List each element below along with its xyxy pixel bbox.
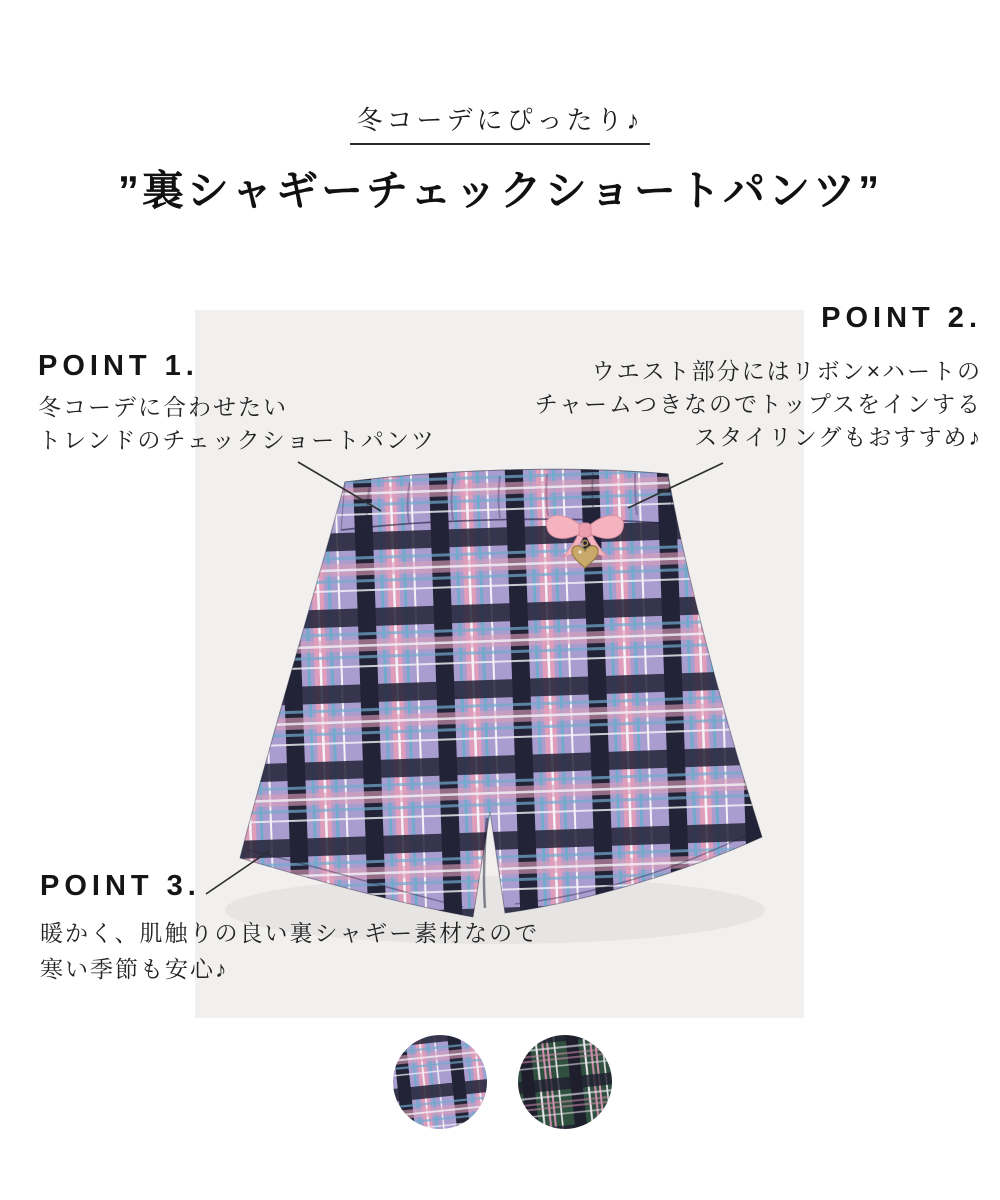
- page-title: ”裏シャギーチェックショートパンツ”: [117, 167, 883, 214]
- color-swatch-green[interactable]: [517, 1034, 613, 1130]
- point-1-block: [38, 350, 436, 457]
- tagline-wrap: [0, 100, 1000, 145]
- point-1-line-1: 冬コーデに合わせたい: [38, 394, 288, 420]
- point-2-block: [535, 302, 982, 454]
- point-3-line-1: 暖かく、肌触りの良い裏シャギー素材なので: [40, 920, 540, 946]
- color-swatch-purple[interactable]: [392, 1034, 488, 1130]
- shorts-body: [240, 469, 762, 917]
- point-2-line-1: ウエスト部分にはリボン×ハートの: [591, 358, 982, 384]
- point-2-line-2: チャームつきなのでトップスをインする: [534, 391, 982, 417]
- point-3-block: [40, 870, 539, 987]
- point-1-line-2: トレンドのチェックショートパンツ: [38, 427, 436, 453]
- point-3-label: POINT 3.: [40, 870, 201, 902]
- point-3-line-2: 寒い季節も安心♪: [40, 956, 229, 982]
- tagline: 冬コーデにぴったり♪: [350, 100, 649, 145]
- point-2-label: POINT 2.: [821, 302, 982, 334]
- point-2-line-3: スタイリングもおすすめ♪: [694, 424, 982, 450]
- point-1-label: POINT 1.: [38, 350, 199, 382]
